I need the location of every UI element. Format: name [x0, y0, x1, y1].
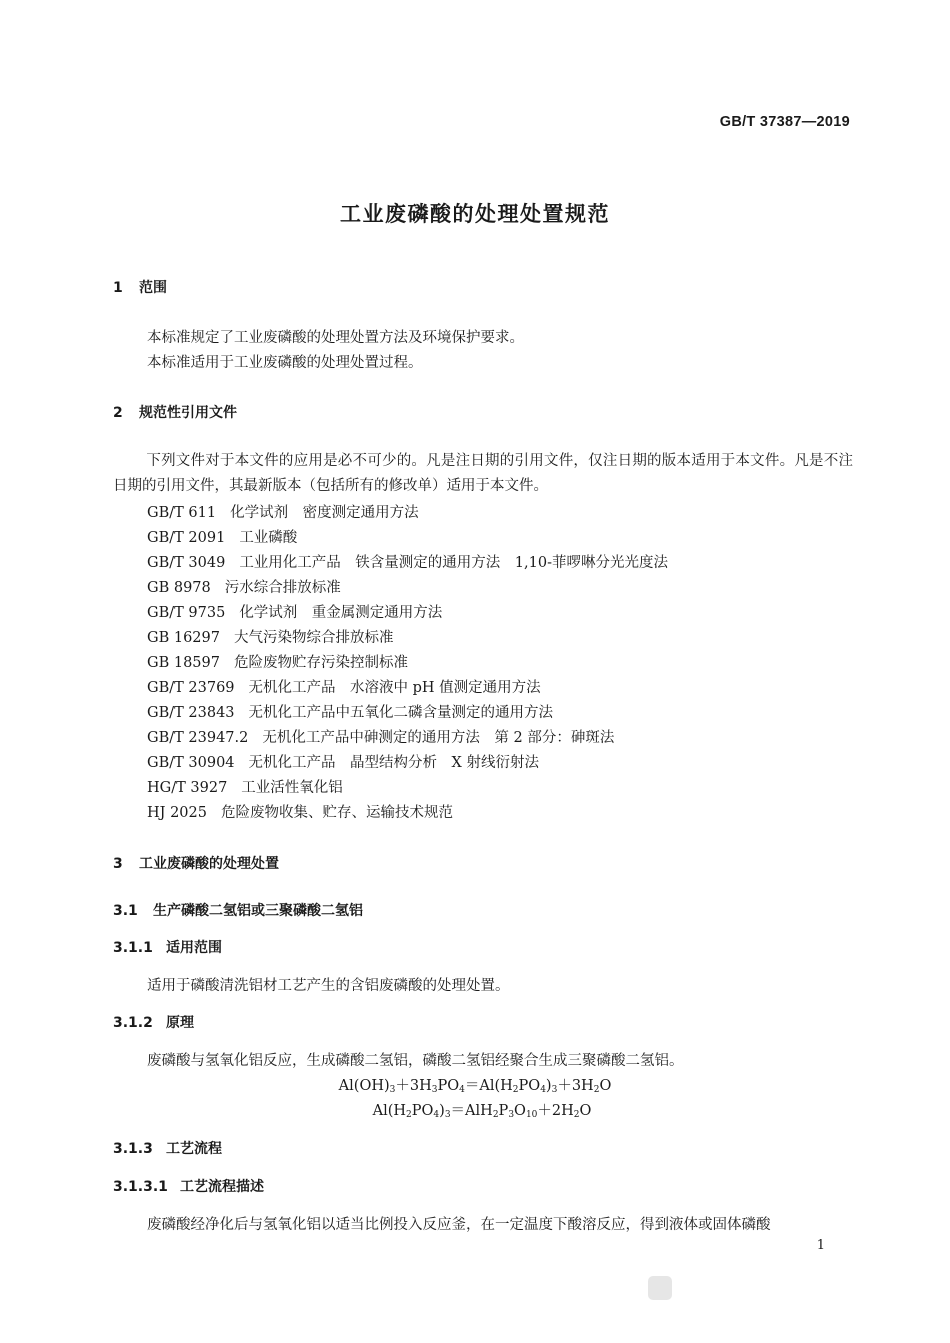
section-2-heading — [113, 402, 237, 422]
section-3-1-1-heading — [113, 937, 222, 957]
section-3-heading — [113, 853, 279, 873]
section-3-1-3-heading — [113, 1138, 222, 1158]
reference-item — [147, 751, 539, 772]
reference-title: 工业用化工产品 铁含量测定的通用方法 1,10-菲啰啉分光光度法 — [239, 555, 668, 571]
section-number: 3.1.1 — [113, 940, 153, 956]
reference-item — [147, 576, 341, 597]
reference-title: 无机化工产品中砷测定的通用方法 第 2 部分：砷斑法 — [262, 730, 615, 746]
reference-code: GB/T 3049 — [147, 555, 226, 571]
reference-item — [147, 726, 614, 747]
reference-item — [147, 676, 541, 697]
section-title: 工业废磷酸的处理处置 — [139, 856, 279, 872]
section-1-heading — [113, 277, 167, 297]
reference-code: GB/T 23947.2 — [147, 730, 249, 746]
section-3-1-2-heading — [113, 1012, 194, 1032]
reference-code: GB 16297 — [147, 630, 220, 646]
document-title: 工业废磷酸的处理处置规范 — [340, 202, 610, 226]
section-number: 3.1.2 — [113, 1015, 153, 1031]
reference-code: GB/T 611 — [147, 505, 217, 521]
references-intro: 下列文件对于本文件的应用是必不可少的。凡是注日期的引用文件，仅注日期的版本适用于本文件。凡是不注日期的引用文件，其最新版本（包括所有的修改单）适用于本文件。 — [113, 453, 853, 494]
reference-code: GB/T 2091 — [147, 530, 226, 546]
corner-badge-icon — [648, 1276, 672, 1300]
reference-code: GB/T 9735 — [147, 605, 226, 621]
reference-item — [147, 601, 442, 622]
reference-code: HG/T 3927 — [147, 780, 228, 796]
reference-code: GB 8978 — [147, 580, 211, 596]
chemical-equation-1: $Al(OH)_3+3H_3PO_4=Al(H_2PO_4)_3+3H_2O$ — [338, 1078, 612, 1095]
reference-item — [147, 526, 297, 547]
reference-item — [147, 701, 553, 722]
reference-title: 工业磷酸 — [239, 530, 298, 546]
section-number: 3.1.3 — [113, 1141, 153, 1157]
reference-title: 大气污染物综合排放标准 — [233, 630, 394, 646]
section-number: 3.1 — [113, 903, 138, 919]
reference-title: 工业活性氧化铝 — [241, 780, 343, 796]
section-number: 1 — [113, 280, 123, 296]
reference-title: 危险废物贮存污染控制标准 — [233, 655, 408, 671]
section-3-1-3-1-heading — [113, 1176, 264, 1196]
section-number: 3.1.3.1 — [113, 1179, 168, 1195]
reference-code: GB/T 23769 — [147, 680, 235, 696]
paragraph: 适用于磷酸清洗铝材工艺产生的含铝废磷酸的处理处置。 — [147, 978, 510, 994]
reference-title: 化学试剂 重金属测定通用方法 — [239, 605, 443, 621]
reference-item — [147, 551, 668, 572]
reference-title: 无机化工产品 水溶液中 pH 值测定通用方法 — [248, 680, 541, 696]
reference-code: GB/T 23843 — [147, 705, 235, 721]
section-title: 适用范围 — [166, 940, 222, 956]
reference-code: HJ 2025 — [147, 805, 207, 821]
reference-title: 危险废物收集、贮存、运输技术规范 — [220, 805, 453, 821]
reference-code: GB/T 30904 — [147, 755, 235, 771]
paragraph: 废磷酸经净化后与氢氧化铝以适当比例投入反应釜，在一定温度下酸溶反应，得到液体或固体磷酸 — [147, 1217, 771, 1233]
paragraph: 本标准规定了工业废磷酸的处理处置方法及环境保护要求。 — [147, 330, 524, 346]
reference-title: 化学试剂 密度测定通用方法 — [230, 505, 419, 521]
section-title: 工艺流程描述 — [180, 1179, 264, 1195]
page-number: 1 — [816, 1238, 825, 1253]
section-3-1-heading — [113, 900, 363, 920]
reference-code: GB 18597 — [147, 655, 220, 671]
reference-title: 无机化工产品 晶型结构分析 X 射线衍射法 — [248, 755, 539, 771]
chemical-equation-2: $Al(H_2PO_4)_3=AlH_2P_3O_{10}+2H_2O$ — [372, 1103, 592, 1120]
reference-item — [147, 651, 408, 672]
reference-item — [147, 801, 453, 822]
reference-item — [147, 501, 419, 522]
paragraph: 本标准适用于工业废磷酸的处理处置过程。 — [147, 355, 423, 371]
paragraph: 废磷酸与氢氧化铝反应，生成磷酸二氢铝，磷酸二氢铝经聚合生成三聚磷酸二氢铝。 — [147, 1053, 684, 1069]
section-title: 原理 — [166, 1015, 194, 1031]
section-title: 规范性引用文件 — [139, 405, 237, 421]
section-title: 工艺流程 — [166, 1141, 222, 1157]
standard-code: GB/T 37387—2019 — [719, 114, 850, 130]
reference-item — [147, 626, 393, 647]
section-title: 生产磷酸二氢铝或三聚磷酸二氢铝 — [153, 903, 363, 919]
section-title: 范围 — [139, 280, 167, 296]
reference-item — [147, 776, 343, 797]
reference-title: 无机化工产品中五氧化二磷含量测定的通用方法 — [248, 705, 554, 721]
section-number: 3 — [113, 856, 123, 872]
section-number: 2 — [113, 405, 123, 421]
reference-title: 污水综合排放标准 — [224, 580, 341, 596]
